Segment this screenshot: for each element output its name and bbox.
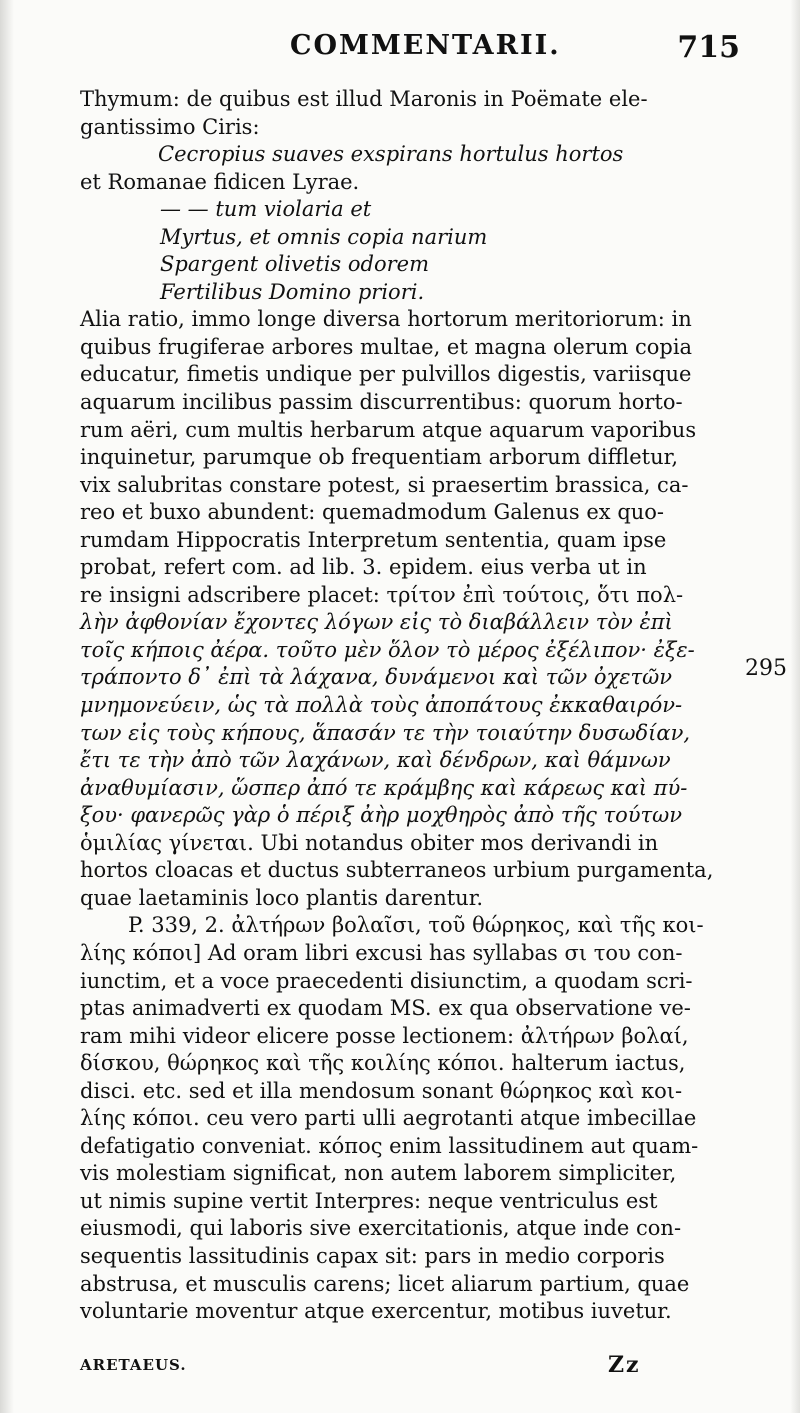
text-line: λίης κόποι. ceu vero parti ulli aegrotanti atque imbecillae [80,1106,697,1131]
text-line: vis molestiam significat, non autem laborem simpliciter, [80,1161,677,1186]
text-line: aquarum incilibus passim discurrentibus: quorum horto- [80,390,683,415]
text-line: ut nimis supine vertit Interpres: neque ventriculus est [80,1188,658,1213]
page-edge-right [790,0,800,1413]
text-line: ὁμιλίας γίνεται. Ubi notandus obiter mos derivandi in [80,830,659,855]
page-header [80,30,740,70]
text-line: eiusmodi, qui laboris sive exercitationis, atque inde con- [80,1216,682,1241]
page-number: 715 [677,30,740,65]
running-head: COMMENTARII. [290,30,561,61]
text-line: P. 339, 2. ἀλτήρων βολαῖσι, τοῦ θώρηκος, καὶ τῆς κοι- [128,913,704,938]
text-line: voluntarie moventur atque exercentur, motibus iuvetur. [80,1299,672,1324]
greek-line: ἀναθυμίασιν, ὥσπερ ἀπό τε κράμβης καὶ κάρεως καὶ πύ- [80,775,688,800]
commentary-text [80,86,740,1326]
verse-line: Myrtus, et omnis copia narium [160,224,488,249]
text-line: hortos cloacas et ductus subterraneos urbium purgamenta, [80,858,714,883]
verse-line: Fertilibus Domino priori. [160,279,425,304]
text-line: ptas animadverti ex quodam MS. ex qua observatione ve- [80,996,691,1021]
text-line: abstrusa, et musculis carens; licet aliarum partium, quae [80,1271,690,1296]
verse-line: — — tum violaria et [160,197,372,222]
text-line: λίης κόποι] Ad oram libri excusi has syllabas σι του con- [80,940,683,965]
greek-line: ἔτι τε τὴν ἀπὸ τῶν λαχάνων, καὶ δένδρων, καὶ θάμνων [80,748,671,773]
text-line: educatur, fimetis undique per pulvillos digestis, variisque [80,362,692,387]
sheet-mark: Zz [608,1352,641,1378]
margin-page-reference: 295 [745,656,787,681]
greek-line: τοῖς κήποις ἀέρα. τοῦτο μὲν ὅλον τὸ μέρος ἐξέλιπον· ἐξε- [80,637,695,662]
text-line: ram mihi videor elicere posse lectionem: ἀλτήρων βολαί, [80,1023,689,1048]
text-line: reo et buxo abundent: quemadmodum Galenus ex quo- [80,500,665,525]
page-footer [80,1352,740,1382]
page-edge-left [0,0,14,1413]
text-line: Thymum: de quibus est illud Maronis in Poëmate ele- [80,87,648,111]
text-line: gantissimo Ciris: [80,114,260,139]
greek-line: τράποντο δ᾽ ἐπὶ τὰ λάχανα, δυνάμενοι καὶ τῶν ὀχετῶν [80,665,673,690]
text-line: quibus frugiferae arbores multae, et magna olerum copia [80,334,693,359]
text-line: vix salubritas constare potest, si praesertim brassica, ca- [80,472,689,497]
footer-signature: ARETAEUS. [80,1356,187,1374]
verse-line: Cecropius suaves exspirans hortulus hortos [158,142,624,167]
text-line: disci. etc. sed et illa mendosum sonant θώρηκος καὶ κοι- [80,1078,683,1103]
text-line: rum aëri, cum multis herbarum atque aquarum vaporibus [80,417,697,442]
verse-line: Spargent olivetis odorem [160,252,429,277]
greek-line: των εἰς τοὺς κήπους, ἅπασάν τε τὴν τοιαύτην δυσωδίαν, [80,720,691,745]
text-line: Alia ratio, immo longe diversa hortorum meritoriorum: in [80,307,692,332]
text-line: sequentis lassitudinis capax sit: pars in medio corporis [80,1243,665,1268]
greek-line: ξου· φανερῶς γὰρ ὁ πέριξ ἀὴρ μοχθηρὸς ἀπὸ τῆς τούτων [80,803,683,828]
text-line: quae laetaminis loco plantis darentur. [80,885,484,910]
greek-line: μνημονεύειν, ὡς τὰ πολλὰ τοὺς ἀποπάτους ἐκκαθαιρόν- [80,693,683,718]
text-line: defatigatio conveniat. κόπος enim lassitudinem aut quam- [80,1133,699,1158]
text-line: inquinetur, parumque ob frequentiam arborum diffletur, [80,445,679,470]
greek-line: λὴν ἀφθονίαν ἔχοντες λόγων εἰς τὸ διαβάλλειν τὸν ἐπὶ [80,610,673,635]
text-line: et Romanae fidicen Lyrae. [80,169,360,194]
text-line: iunctim, et a voce praecedenti disiunctim, a quodam scri- [80,968,693,993]
text-line: probat, refert com. ad lib. 3. epidem. eius verba ut in [80,555,647,580]
text-line: δίσκου, θώρηκος καὶ τῆς κοιλίης κόποι. halterum iactus, [80,1051,686,1076]
text-line: rumdam Hippocratis Interpretum sententia, quam ipse [80,527,667,552]
text-line: re insigni adscribere placet: τρίτον ἐπὶ τούτοις, ὅτι πολ- [80,582,684,607]
